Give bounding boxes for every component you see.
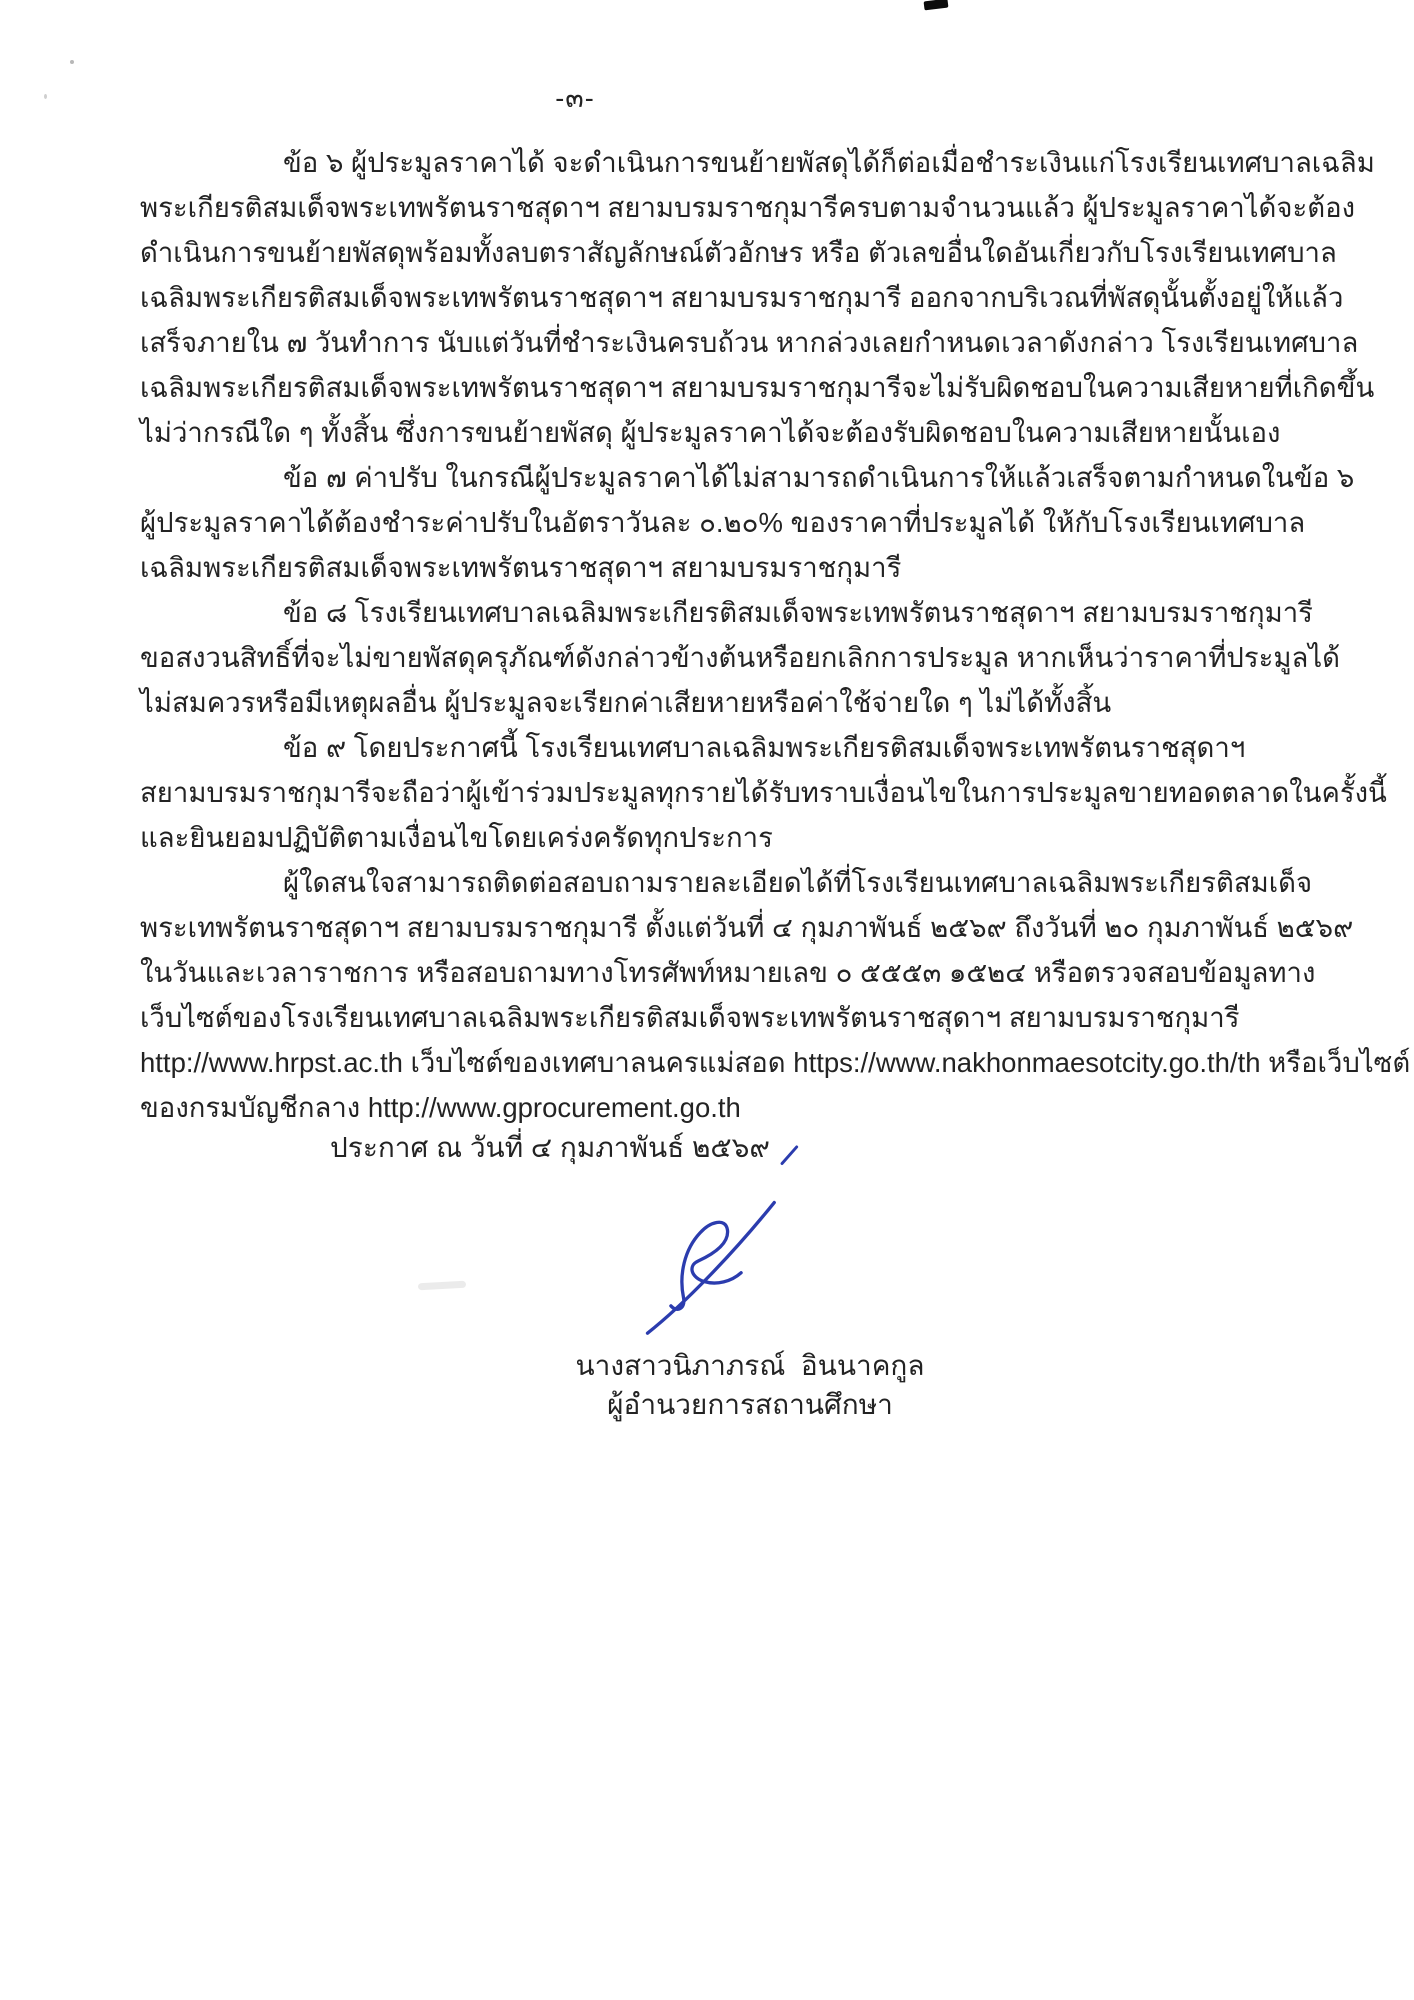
page-number: -๓- bbox=[555, 83, 595, 113]
body-line: ข้อ ๘ โรงเรียนเทศบาลเฉลิมพระเกียรติสมเด็จพระเทพรัตนราชสุดาฯ สยามบรมราชกุมารี bbox=[283, 597, 1313, 628]
body-line: ไม่สมควรหรือมีเหตุผลอื่น ผู้ประมูลจะเรียกค่าเสียหายหรือค่าใช้จ่ายใด ๆ ไม่ได้ทั้งสิ้น bbox=[140, 687, 1112, 718]
body-line: เฉลิมพระเกียรติสมเด็จพระเทพรัตนราชสุดาฯ สยามบรมราชกุมารี bbox=[140, 552, 902, 583]
body-line: ไม่ว่ากรณีใด ๆ ทั้งสิ้น ซึ่งการขนย้ายพัสดุ ผู้ประมูลราคาได้จะต้องรับผิดชอบในความเสียหายนั้นเอง bbox=[140, 417, 1281, 448]
scan-artifact-mark bbox=[924, 0, 949, 10]
body-line: ขอสงวนสิทธิ์ที่จะไม่ขายพัสดุครุภัณฑ์ดังกล่าวข้างต้นหรือยกเลิกการประมูล หากเห็นว่าราคาที่ประมูลได้ bbox=[140, 642, 1341, 673]
document-body bbox=[140, 140, 1411, 1130]
body-line: ข้อ ๖ ผู้ประมูลราคาได้ จะดำเนินการขนย้ายพัสดุได้ก็ต่อเมื่อชำระเงินแก่โรงเรียนเทศบาลเฉลิม bbox=[283, 147, 1375, 178]
body-line: ดำเนินการขนย้ายพัสดุพร้อมทั้งลบตราสัญลักษณ์ตัวอักษร หรือ ตัวเลขอื่นใดอันเกี่ยวกับโรงเรียนเทศบาล bbox=[140, 237, 1337, 268]
handwritten-signature bbox=[628, 1140, 823, 1345]
body-line: ข้อ ๙ โดยประกาศนี้ โรงเรียนเทศบาลเฉลิมพระเกียรติสมเด็จพระเทพรัตนราชสุดาฯ bbox=[283, 732, 1246, 763]
scan-speck bbox=[44, 94, 47, 99]
body-line: http://www.hrpst.ac.th เว็บไซต์ของเทศบาลนครแม่สอด https://www.nakhonmaesotcity.go.th/th หรือเว็บไซต์ bbox=[140, 1047, 1411, 1078]
body-line: ข้อ ๗ ค่าปรับ ในกรณีผู้ประมูลราคาได้ไม่สามารถดำเนินการให้แล้วเสร็จตามกำหนดในข้อ ๖ bbox=[283, 462, 1355, 493]
body-line: ในวันและเวลาราชการ หรือสอบถามทางโทรศัพท์หมายเลข ๐ ๕๕๕๓ ๑๕๒๔ หรือตรวจสอบข้อมูลทาง bbox=[140, 957, 1316, 988]
signature-block bbox=[520, 1346, 980, 1424]
announcement-date-line: ประกาศ ณ วันที่ ๔ กุมภาพันธ์ ๒๕๖๙ bbox=[330, 1132, 770, 1163]
body-line: สยามบรมราชกุมารีจะถือว่าผู้เข้าร่วมประมูลทุกรายได้รับทราบเงื่อนไขในการประมูลขายทอดตลาดในครั้งนี้ bbox=[140, 777, 1387, 808]
signer-title: ผู้อำนวยการสถานศึกษา bbox=[607, 1389, 893, 1420]
scan-smudge bbox=[418, 1281, 466, 1291]
body-line: เว็บไซต์ของโรงเรียนเทศบาลเฉลิมพระเกียรติสมเด็จพระเทพรัตนราชสุดาฯ สยามบรมราชกุมารี bbox=[140, 1002, 1240, 1033]
body-line: ผู้ใดสนใจสามารถติดต่อสอบถามรายละเอียดได้ที่โรงเรียนเทศบาลเฉลิมพระเกียรติสมเด็จ bbox=[283, 867, 1313, 898]
signer-name: นางสาวนิภาภรณ์ อินนาคกูล bbox=[575, 1350, 925, 1381]
body-line: พระเกียรติสมเด็จพระเทพรัตนราชสุดาฯ สยามบรมราชกุมารีครบตามจำนวนแล้ว ผู้ประมูลราคาได้จะต้อง bbox=[140, 192, 1356, 223]
body-line: เสร็จภายใน ๗ วันทำการ นับแต่วันที่ชำระเงินครบถ้วน หากล่วงเลยกำหนดเวลาดังกล่าว โรงเรียนเทศบาล bbox=[140, 327, 1359, 358]
body-line: พระเทพรัตนราชสุดาฯ สยามบรมราชกุมารี ตั้งแต่วันที่ ๔ กุมภาพันธ์ ๒๕๖๙ ถึงวันที่ ๒๐ กุมภาพันธ์ ๒๕๖๙ bbox=[140, 912, 1354, 943]
body-line: เฉลิมพระเกียรติสมเด็จพระเทพรัตนราชสุดาฯ สยามบรมราชกุมารีจะไม่รับผิดชอบในความเสียหายที่เกิดขึ้น bbox=[140, 372, 1375, 403]
body-line: ผู้ประมูลราคาได้ต้องชำระค่าปรับในอัตราวันละ ๐.๒๐% ของราคาที่ประมูลได้ ให้กับโรงเรียนเทศบาล bbox=[140, 507, 1306, 538]
body-line: ของกรมบัญชีกลาง http://www.gprocurement.go.th bbox=[140, 1092, 741, 1123]
body-line: และยินยอมปฏิบัติตามเงื่อนไขโดยเคร่งครัดทุกประการ bbox=[140, 822, 773, 853]
body-line: เฉลิมพระเกียรติสมเด็จพระเทพรัตนราชสุดาฯ สยามบรมราชกุมารี ออกจากบริเวณที่พัสดุนั้นตั้งอยู่ให้แล้ว bbox=[140, 282, 1344, 313]
scan-speck bbox=[70, 60, 74, 64]
